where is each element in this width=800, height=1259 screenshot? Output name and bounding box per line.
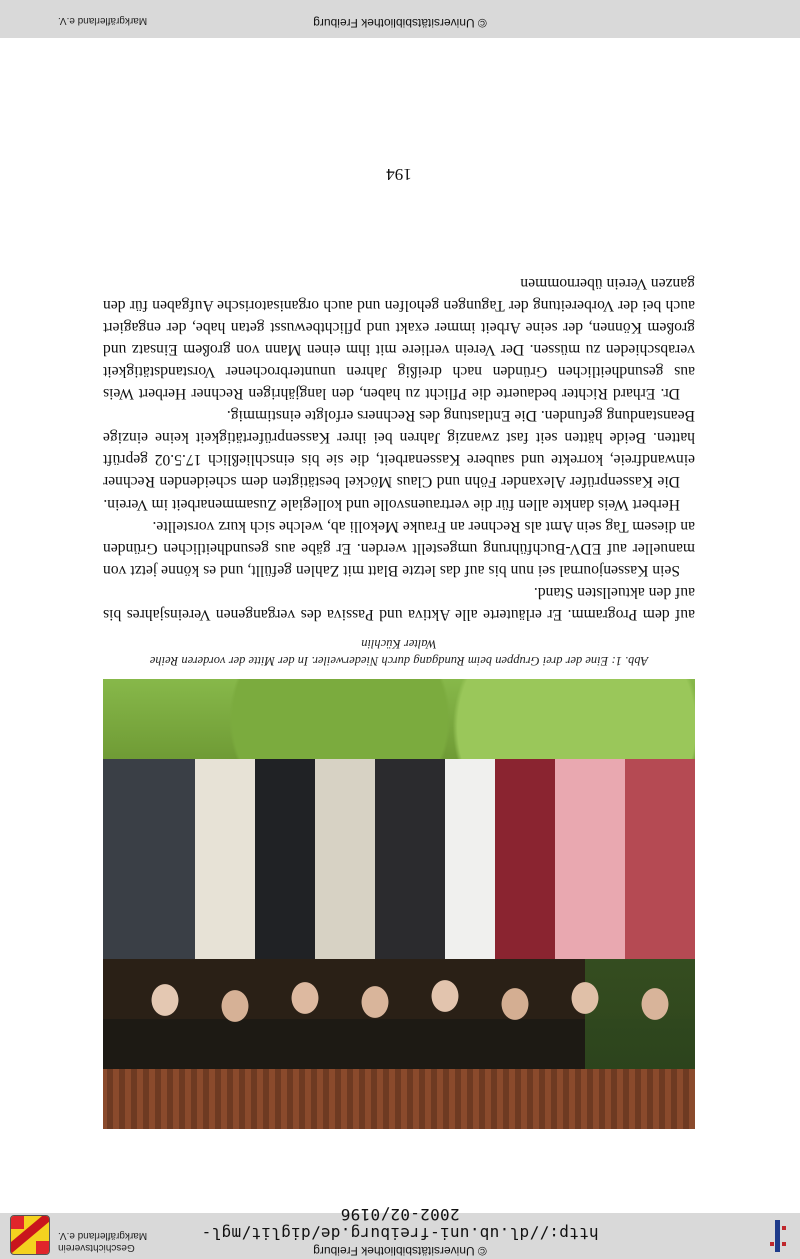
paragraph: Dr. Erhard Richter bedauerte die Pflicht zu haben, den langjährigen Rechner Herbert Weis aus gesundheitlichen Gründen nach dreißig Jahren ununterbrochener Vorstandstätigkeit verabschieden zu müssen. Der Verein verliere mit ihm einen Mann von großem Einsatz und großem Können, der seine Arbeit immer exakt und pflichtbewusst getan habe, der engagiert auch bei der Vorbereitung der Tagungen geholfen und auch organisatorische Aufgaben für den ganzen Verein übernommen — [103, 274, 695, 403]
permalink-url[interactable]: http://dl.ub.uni-freiburg.de/diglit/mgl-2002-02/0196 — [201, 1205, 599, 1243]
paragraph: auf dem Programm. Er erläuterte alle Aktiva und Passiva des vergangenen Vereinsjahres bis auf den aktuellsten Stand. — [103, 583, 695, 623]
copyright-notice: © Universitätsbibliothek Freiburg — [313, 1244, 487, 1258]
footer-society: Markgräflerland e.V. — [58, 15, 148, 26]
paragraph: Herbert Weis dankte allen für die vertrauensvolle und kollegiale Zusammenarbeit im Verein. — [103, 495, 680, 513]
caption-line-2: Walter Küchlin — [361, 637, 437, 651]
paragraph: Die Kassenprüfer Alexander Föhn und Claus Möckel bestätigten dem scheidenden Rechner einwandfreie, korrekte und saubere Kassenarbeit, die sie bis einschließlich 17.5.02 geprüft hatten. Beide hätten seit fast zwanzig Jahren bei ihrer Kassenprüfertätigkeit keine einzige Beanstandung gefunden. Die Entlastung des Rechners erfolgte einstimmig. — [103, 407, 695, 491]
paragraph: Sein Kassenjournal sei nun bis auf das letzte Blatt mit Zahlen gefüllt, und es könne jetzt von manueller auf EDV-Buchführung umgestellt werden. Er gäbe aus gesundheitlichen Gründen an diesem Tag sein Amt als Rechner an Frauke Mekolli ab, welche sich kurz vorstellte. — [103, 517, 695, 579]
photo-roof — [103, 1069, 695, 1129]
society-line-1: Geschichtsverein — [58, 1242, 135, 1253]
viewer-footer-bar — [0, 0, 800, 38]
article-body — [103, 272, 695, 626]
photo-grass — [103, 679, 695, 759]
society-name — [58, 1229, 147, 1253]
viewer-header-bar — [0, 1205, 800, 1259]
page-number: 194 — [386, 165, 412, 184]
group-photo — [103, 679, 695, 1129]
photo-group-of-people — [103, 759, 695, 1034]
society-crest-icon — [10, 1215, 50, 1255]
footer-copyright: © Universitätsbibliothek Freiburg — [313, 16, 487, 30]
society-line-2: Markgräflerland e.V. — [58, 1230, 148, 1241]
figure-caption — [103, 635, 695, 669]
ub-freiburg-logo-icon — [770, 1220, 786, 1252]
caption-line-1: Abb. 1: Eine der drei Gruppen beim Rundgang durch Niederweiler. In der Mitte der vorderen Reihe — [149, 654, 649, 668]
